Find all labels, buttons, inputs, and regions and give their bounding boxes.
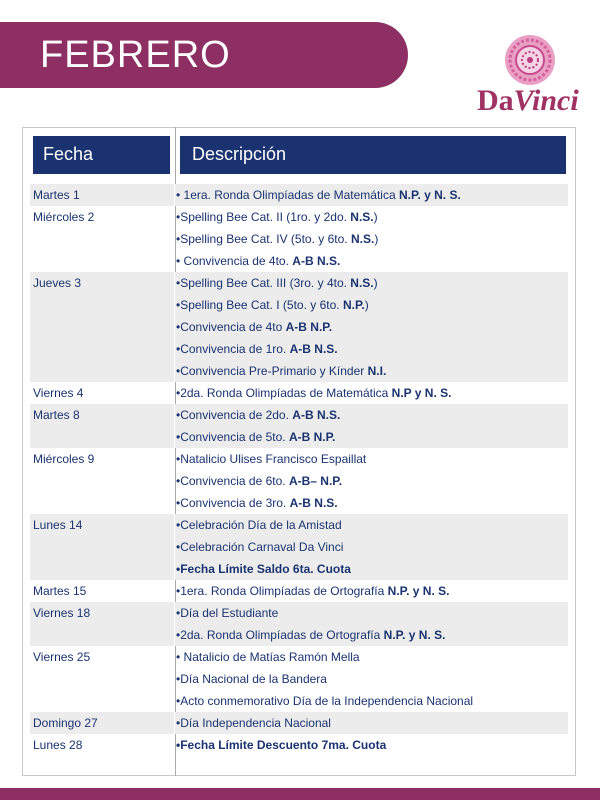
description-text: )	[373, 210, 378, 224]
level-tag: A-B N.P.	[288, 430, 336, 444]
description-text: •Convivencia Pre-Primario y Kínder	[176, 364, 368, 378]
date-cell: Martes 1	[30, 184, 174, 206]
description-text: •2da. Ronda Olimpíadas de Ortografía	[176, 628, 384, 642]
description-text: )	[364, 298, 369, 312]
description-text: )	[374, 232, 379, 246]
description-line	[175, 338, 568, 360]
description-cell	[175, 734, 568, 756]
level-tag: N.P. y N. S.	[383, 628, 446, 642]
description-line	[175, 228, 568, 250]
level-tag: N.I.	[367, 364, 387, 378]
description-cell	[175, 184, 568, 206]
description-line	[175, 470, 568, 492]
description-text: •Natalicio Ulises Francisco Espaillat	[176, 452, 367, 466]
date-cell: Viernes 25	[33, 650, 91, 664]
header-descripcion: Descripción	[180, 136, 566, 174]
table-row	[30, 514, 572, 580]
description-text: • 1era. Ronda Olimpíadas de Matemática	[176, 188, 399, 202]
description-text: •Convivencia de 4to	[176, 320, 286, 334]
description-line	[175, 602, 568, 624]
description-text: •Convivencia de 1ro.	[176, 342, 290, 356]
level-tag: •Fecha Límite Descuento 7ma. Cuota	[176, 738, 387, 752]
table-row	[30, 404, 572, 448]
month-banner	[0, 22, 408, 88]
description-text: •Spelling Bee Cat. III (3ro. y 4to.	[176, 276, 351, 290]
description-text: •1era. Ronda Olimpíadas de Ortografía	[176, 584, 388, 598]
description-line	[175, 514, 568, 536]
description-line	[175, 690, 568, 712]
level-tag: A-B– N.P.	[288, 474, 343, 488]
table-row	[30, 712, 572, 734]
description-line	[175, 536, 568, 558]
level-tag: A-B N.P.	[285, 320, 333, 334]
description-line	[175, 272, 568, 294]
description-text: •Convivencia de 5to.	[176, 430, 289, 444]
description-text: •Spelling Bee Cat. I (5to. y 6to.	[176, 298, 343, 312]
description-cell	[175, 272, 568, 382]
table-row	[30, 382, 572, 404]
logo-vinci: Vinci	[513, 84, 579, 117]
description-text: )	[373, 276, 378, 290]
level-tag: N.S.	[350, 232, 375, 246]
description-text: •Spelling Bee Cat. II (1ro. y 2do.	[176, 210, 351, 224]
level-tag: •Fecha Límite Saldo 6ta. Cuota	[176, 562, 351, 576]
date-cell: Domingo 27	[30, 712, 174, 734]
description-text: •Spelling Bee Cat. IV (5to. y 6to.	[176, 232, 351, 246]
date-cell: Miércoles 2	[33, 210, 95, 224]
description-cell	[175, 514, 568, 580]
description-cell	[175, 206, 568, 272]
table-row	[30, 184, 572, 206]
description-text: •Convivencia de 6to.	[176, 474, 289, 488]
date-cell: Miércoles 9	[33, 452, 95, 466]
level-tag: A-B N.S.	[289, 496, 338, 510]
description-line	[175, 624, 568, 646]
level-tag: A-B N.S.	[289, 342, 338, 356]
logo-wordmark	[477, 84, 579, 118]
description-text: •Día Independencia Nacional	[176, 716, 331, 730]
description-cell	[175, 448, 568, 514]
description-line	[175, 206, 568, 228]
description-line	[175, 492, 568, 514]
date-cell: Martes 8	[30, 404, 174, 448]
level-tag: N.S.	[350, 276, 374, 290]
description-cell	[175, 382, 568, 404]
description-line	[175, 426, 568, 448]
description-text: •Día del Estudiante	[176, 606, 279, 620]
description-text: •Convivencia de 3ro.	[176, 496, 290, 510]
event-rows	[30, 184, 572, 756]
description-line	[175, 382, 568, 404]
description-text: •Acto conmemorativo Día de la Independencia Nacional	[176, 694, 474, 708]
davinci-logo	[474, 34, 586, 124]
description-text: •Día Nacional de la Bandera	[176, 672, 327, 686]
date-cell: Jueves 3	[30, 272, 174, 382]
description-text: •Celebración Día de la Amistad	[176, 518, 342, 532]
description-text: • Convivencia de 4to.	[176, 254, 293, 268]
description-text: •Convivencia de 2do.	[176, 408, 293, 422]
description-line	[175, 448, 568, 470]
description-line	[175, 712, 568, 734]
description-text: • Natalicio de Matías Ramón Mella	[176, 650, 360, 664]
level-tag: N.P.	[342, 298, 365, 312]
description-line	[175, 316, 568, 338]
description-cell	[175, 602, 568, 646]
description-cell	[175, 580, 568, 602]
description-cell	[175, 646, 568, 712]
table-row	[30, 646, 572, 712]
date-cell: Lunes 14	[30, 514, 174, 580]
description-text: •2da. Ronda Olimpíadas de Matemática	[176, 386, 392, 400]
level-tag: A-B N.S.	[292, 408, 341, 422]
description-line	[175, 580, 568, 602]
level-tag: N.P. y N. S.	[398, 188, 461, 202]
description-text: •Celebración Carnaval Da Vinci	[176, 540, 344, 554]
date-cell: Viernes 4	[33, 386, 84, 400]
level-tag: N.S.	[350, 210, 374, 224]
level-tag: N.P. y N. S.	[387, 584, 450, 598]
table-row	[30, 602, 572, 646]
table-row	[30, 734, 572, 756]
table-row	[30, 272, 572, 382]
description-line	[175, 558, 568, 580]
description-line	[175, 294, 568, 316]
mandala-icon	[504, 34, 556, 86]
table-row	[30, 580, 572, 602]
month-title: FEBRERO	[40, 34, 231, 76]
description-cell	[175, 712, 568, 734]
table-row	[30, 448, 572, 514]
level-tag: N.P y N. S.	[391, 386, 452, 400]
level-tag: A-B N.S.	[292, 254, 341, 268]
description-line	[175, 734, 568, 756]
table-row	[30, 206, 572, 272]
date-cell: Martes 15	[33, 584, 87, 598]
description-line	[175, 646, 568, 668]
description-line	[175, 404, 568, 426]
footer-bar	[0, 788, 600, 800]
header-fecha: Fecha	[33, 136, 170, 174]
description-line	[175, 250, 568, 272]
date-cell: Lunes 28	[33, 738, 83, 752]
logo-da: Da	[477, 84, 514, 117]
date-cell: Viernes 18	[30, 602, 174, 646]
description-line	[175, 668, 568, 690]
description-line	[175, 360, 568, 382]
description-line	[175, 184, 568, 206]
description-cell	[175, 404, 568, 448]
